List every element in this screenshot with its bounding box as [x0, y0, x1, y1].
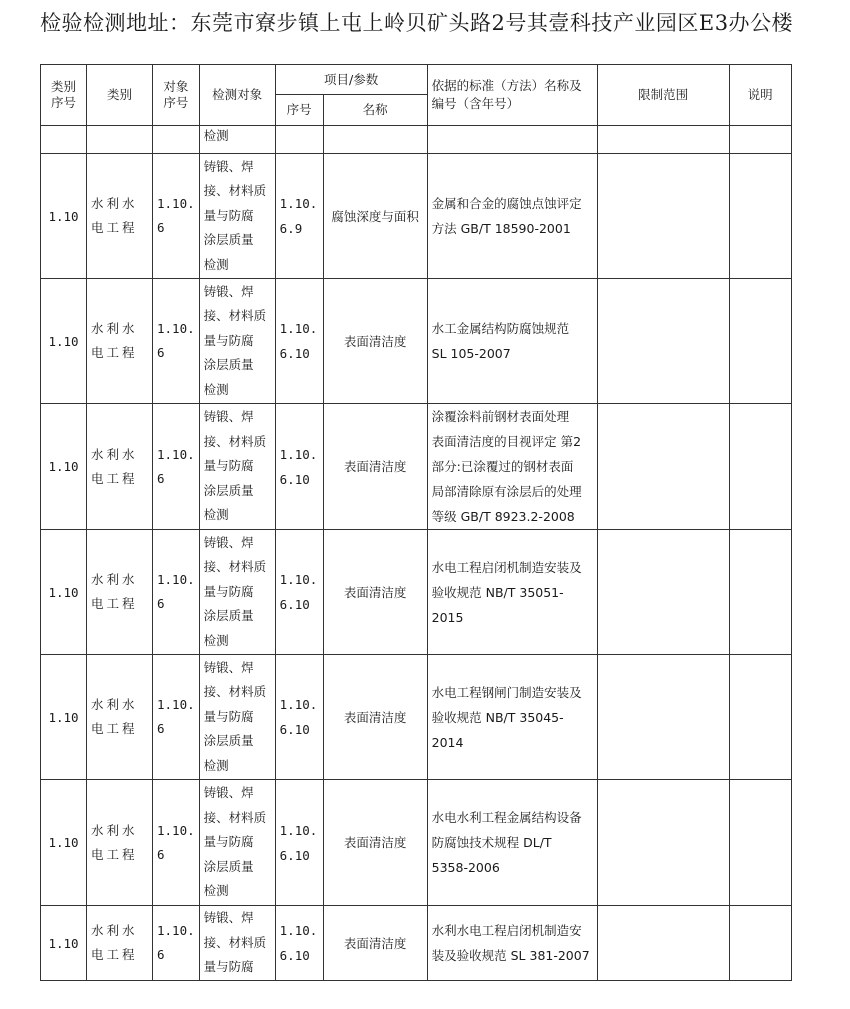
cell-item-name: 表面清洁度	[323, 404, 427, 530]
cell-obj: 铸锻、焊 接、材料质 量与防腐 涂层质量 检测	[199, 154, 275, 279]
cell-limit	[597, 404, 729, 530]
col-obj-header: 检测对象	[199, 65, 275, 126]
cell-category: 水利水 电工程	[87, 906, 153, 981]
col-obj-no-header: 对象 序号	[153, 65, 200, 126]
cell-standard: 水工金属结构防腐蚀规范 SL 105-2007	[427, 279, 597, 404]
cell-limit	[597, 279, 729, 404]
cell-obj-no: 1.10. 6	[153, 279, 200, 404]
cell-item-no: 1.10. 6.10	[275, 780, 323, 906]
col-note-header: 说明	[729, 65, 791, 126]
cell-cat-no: 1.10	[41, 906, 87, 981]
cell	[87, 126, 153, 154]
cell-obj-no: 1.10. 6	[153, 530, 200, 655]
header-row-1	[41, 65, 792, 95]
col-item-name-header: 名称	[323, 95, 427, 126]
inspection-scope-table	[40, 64, 792, 981]
cell-item-no: 1.10. 6.10	[275, 906, 323, 981]
cell-note	[729, 780, 791, 906]
cell-category: 水利水 电工程	[87, 530, 153, 655]
col-cat-no-header: 类别 序号	[41, 65, 87, 126]
cell-category: 水利水 电工程	[87, 655, 153, 780]
cell-obj: 铸锻、焊 接、材料质 量与防腐 涂层质量 检测	[199, 279, 275, 404]
cell	[597, 126, 729, 154]
table-row	[41, 404, 792, 530]
cell	[427, 126, 597, 154]
cell-item-name: 腐蚀深度与面积	[323, 154, 427, 279]
cell-standard: 水利水电工程启闭机制造安 装及验收规范 SL 381-2007	[427, 906, 597, 981]
cell	[323, 126, 427, 154]
cell-obj-no: 1.10. 6	[153, 655, 200, 780]
cell-note	[729, 530, 791, 655]
cell-obj-continuation: 检测	[199, 126, 275, 154]
table-row	[41, 279, 792, 404]
cell-category: 水利水 电工程	[87, 404, 153, 530]
cell-note	[729, 404, 791, 530]
cell-limit	[597, 655, 729, 780]
cell-cat-no: 1.10	[41, 279, 87, 404]
cell-cat-no: 1.10	[41, 655, 87, 780]
cell-item-no: 1.10. 6.10	[275, 279, 323, 404]
cell-obj: 铸锻、焊 接、材料质 量与防腐	[199, 906, 275, 981]
cell-obj-no: 1.10. 6	[153, 404, 200, 530]
cell-note	[729, 154, 791, 279]
cell-item-name: 表面清洁度	[323, 530, 427, 655]
cell-standard: 涂覆涂料前钢材表面处理 表面清洁度的目视评定 第2 部分:已涂覆过的钢材表面 局部清除原有涂层后的处理 等级 GB/T 8923.2-2008	[427, 404, 597, 530]
cell	[41, 126, 87, 154]
cell-standard: 水电工程钢闸门制造安装及 验收规范 NB/T 35045-2014	[427, 655, 597, 780]
cell-limit	[597, 154, 729, 279]
cell-item-name: 表面清洁度	[323, 279, 427, 404]
cell-limit	[597, 906, 729, 981]
table-row	[41, 154, 792, 279]
col-item-group-header: 项目/参数	[275, 65, 427, 95]
col-item-no-header: 序号	[275, 95, 323, 126]
cell-category: 水利水 电工程	[87, 154, 153, 279]
cell-item-no: 1.10. 6.9	[275, 154, 323, 279]
cell-obj-no: 1.10. 6	[153, 780, 200, 906]
cell-note	[729, 655, 791, 780]
cell-limit	[597, 530, 729, 655]
table-row	[41, 655, 792, 780]
cell-note	[729, 279, 791, 404]
cell-note	[729, 906, 791, 981]
cell-item-no: 1.10. 6.10	[275, 655, 323, 780]
cell-obj-no: 1.10. 6	[153, 906, 200, 981]
cell-item-no: 1.10. 6.10	[275, 530, 323, 655]
cell-obj: 铸锻、焊 接、材料质 量与防腐 涂层质量 检测	[199, 780, 275, 906]
cell-limit	[597, 780, 729, 906]
table-row	[41, 780, 792, 906]
cell	[275, 126, 323, 154]
cell-item-name: 表面清洁度	[323, 780, 427, 906]
cell-category: 水利水 电工程	[87, 279, 153, 404]
cell-cat-no: 1.10	[41, 154, 87, 279]
cell	[153, 126, 200, 154]
cell-obj-no: 1.10. 6	[153, 154, 200, 279]
cell	[729, 126, 791, 154]
table-row	[41, 906, 792, 981]
page-header: 检验检测地址：东莞市寮步镇上屯上岭贝矿头路2号其壹科技产业园区E3办公楼	[40, 11, 794, 35]
table-row	[41, 530, 792, 655]
cell-obj: 铸锻、焊 接、材料质 量与防腐 涂层质量 检测	[199, 530, 275, 655]
cell-category: 水利水 电工程	[87, 780, 153, 906]
col-limit-header: 限制范围	[597, 65, 729, 126]
cell-standard: 水电水利工程金属结构设备 防腐蚀技术规程 DL/T 5358-2006	[427, 780, 597, 906]
col-category-header: 类别	[87, 65, 153, 126]
cell-obj: 铸锻、焊 接、材料质 量与防腐 涂层质量 检测	[199, 404, 275, 530]
cell-standard: 水电工程启闭机制造安装及 验收规范 NB/T 35051-2015	[427, 530, 597, 655]
col-standard-header: 依据的标准（方法）名称及编号（含年号）	[427, 65, 597, 126]
cell-cat-no: 1.10	[41, 530, 87, 655]
cell-cat-no: 1.10	[41, 780, 87, 906]
cell-standard: 金属和合金的腐蚀点蚀评定 方法 GB/T 18590-2001	[427, 154, 597, 279]
cell-obj: 铸锻、焊 接、材料质 量与防腐 涂层质量 检测	[199, 655, 275, 780]
cell-item-no: 1.10. 6.10	[275, 404, 323, 530]
cell-item-name: 表面清洁度	[323, 906, 427, 981]
cell-cat-no: 1.10	[41, 404, 87, 530]
continuation-row	[41, 126, 792, 154]
cell-item-name: 表面清洁度	[323, 655, 427, 780]
